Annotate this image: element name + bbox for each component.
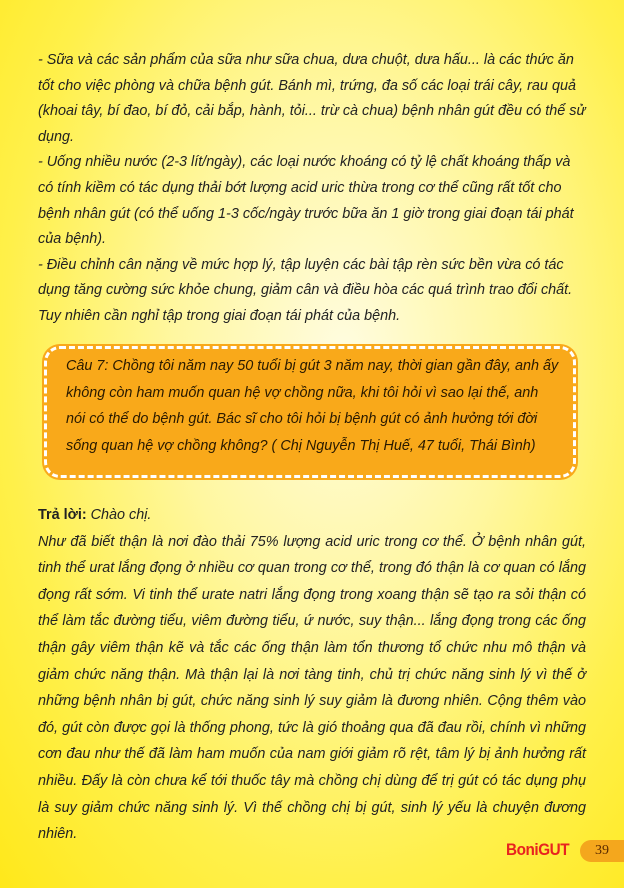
answer-label: Trả lời: xyxy=(38,507,87,523)
intro-paragraph-dairy: - Sữa và các sản phẩm của sữa như sữa chua, dưa chuột, dưa hấu... là các thức ăn tốt cho việc phòng và chữa bệnh gút. Bánh mì, trứng, đa số các loại trái cây, rau quả (khoai tây, bí đao, bí đỏ, cải bắp, hành, tỏi... trừ cà chua) bệnh nhân gút đều có thể sử dụng. xyxy=(38,52,586,145)
intro-paragraph-water: - Uống nhiều nước (2-3 lít/ngày), các loại nước khoáng có tỷ lệ chất khoáng thấp và có tính kiềm có tác dụng thải bớt lượng acid uric thừa trong cơ thể cũng rất tốt cho bệnh nhân gút (có thể uống 1-3 cốc/ngày trước bữa ăn 1 giờ trong giai đoạn tái phát của bệnh). xyxy=(38,154,574,248)
intro-section xyxy=(38,48,586,330)
answer-greeting: Chào chị. xyxy=(86,507,152,523)
page-number: 39 xyxy=(580,840,624,862)
intro-paragraph-exercise: - Điều chỉnh cân nặng về mức hợp lý, tập luyện các bài tập rèn sức bền vừa có tác dụng tăng cường sức khỏe chung, giảm cân và điều hòa các quá trình trao đổi chất. Tuy nhiên cần nghỉ tập trong giai đoạn tái phát của bệnh. xyxy=(38,256,573,324)
question-text: Câu 7: Chồng tôi năm nay 50 tuổi bị gút 3 năm nay, thời gian gần đây, anh ấy không còn ham muốn quan hệ vợ chồng nữa, khi tôi hỏi vì sao lại thế, anh nói có thể do bệnh gút. Bác sĩ cho tôi hỏi bị bệnh gút có ảnh hưởng tới đời sống quan hệ vợ chồng không? ( Chị Nguyễn Thị Huế, 47 tuổi, Thái Bình) xyxy=(66,358,559,454)
answer-section xyxy=(38,502,586,848)
brand-logo: BoniGUT xyxy=(506,840,570,859)
question-box xyxy=(44,346,576,478)
page-footer xyxy=(506,838,624,864)
answer-body: Như đã biết thận là nơi đào thải 75% lượng acid uric trong cơ thể. Ở bệnh nhân gút, tinh thể urat lắng đọng ở nhiều cơ quan trong cơ thể, trong đó thận là cơ quan có lắng đọng rất sớm. Vi tinh thể urate natri lắng đọng trong xoang thận sẽ tạo ra sỏi thận có thể làm tắc đường tiểu, viêm đường tiểu, ứ nước, suy thận... lắng đọng trong các ống thận gây viêm thận kẽ và tắc các ống thận làm tổn thương tổ chức nhu mô thận và giảm chức năng thận. Mà thận lại là nơi tàng tinh, chủ trị chức năng sinh lý vì thế ở những bệnh nhân bị gút, chức năng sinh lý suy giảm là đương nhiên. Cộng thêm vào đó, gút còn được gọi là thống phong, tức là gió thoảng qua đã đau rồi, chính vì những cơn đau như thế đã làm ham muốn của nam giới giảm rõ rệt, tâm lý bị ảnh hưởng rất nhiều. Đấy là còn chưa kể tới thuốc tây mà chồng chị dùng để trị gút có tác dụng phụ là suy giảm chức năng sinh lý. Vì thế chồng chị bị gút, sinh lý yếu là chuyện đương nhiên. xyxy=(38,533,586,843)
